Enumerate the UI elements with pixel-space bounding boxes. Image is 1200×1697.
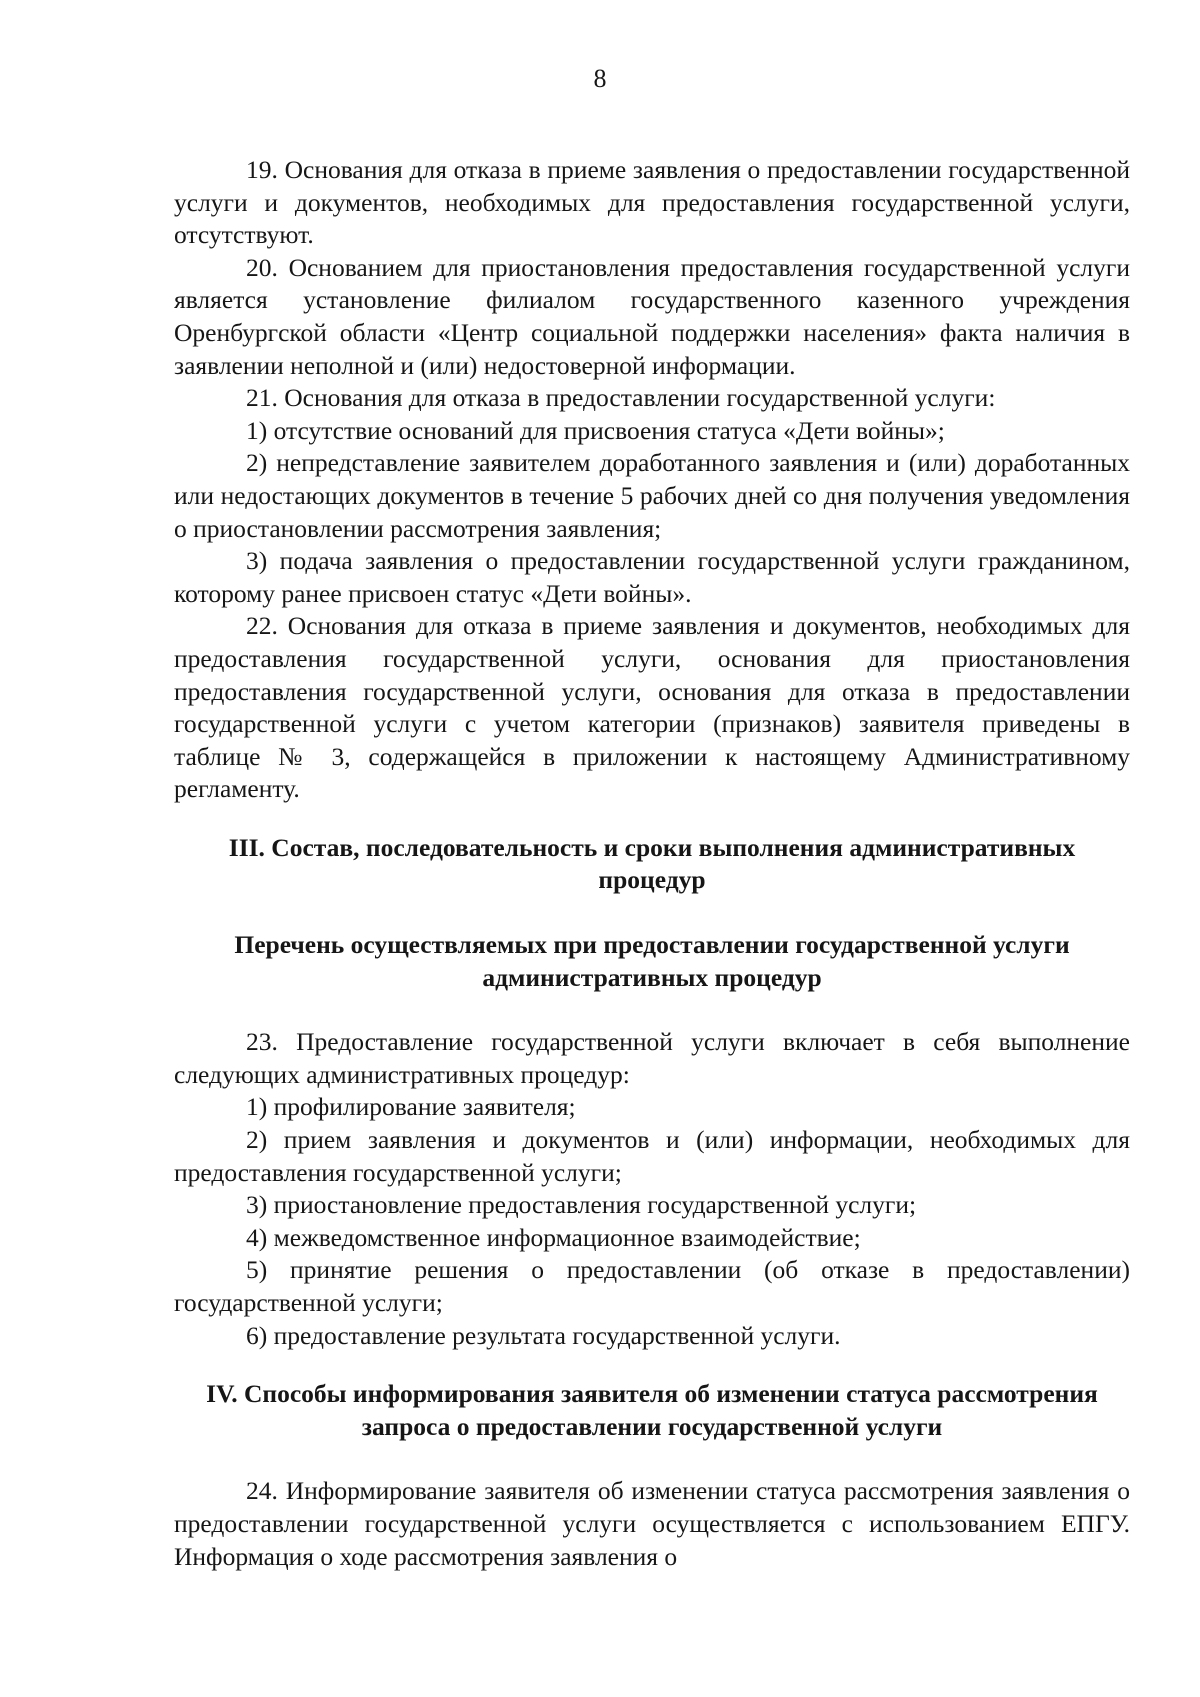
paragraph-23-item-3: 3) приостановление предоставления государственной услуги; — [246, 1190, 917, 1220]
paragraph-23-item-4: 4) межведомственное информационное взаимодействие; — [246, 1222, 861, 1252]
paragraph-24: 24. Информирование заявителя об изменении статуса рассмотрения заявления о предоставлении государственной услуги осуществляется с использованием ЕПГУ. Информация о ходе рассмотрения заявления о — [174, 1476, 1130, 1571]
paragraph-23-item-2: 2) прием заявления и документов и (или) информации, необходимых для предоставления государственной услуги; — [174, 1125, 1130, 1187]
section-3-subheading: Перечень осуществляемых при предоставлении государственной услуги административных процедур — [234, 930, 1070, 992]
document-body — [174, 154, 1130, 1573]
section-3-heading: III. Состав, последовательность и сроки выполнения административных процедур — [228, 832, 1076, 895]
paragraph-23-item-5: 5) принятие решения о предоставлении (об отказе в предоставлении) государственной услуги; — [174, 1255, 1130, 1317]
paragraph-19: 19. Основания для отказа в приеме заявления о предоставлении государственной услуги и документов, необходимых для предоставления государственной услуги, отсутствуют. — [174, 155, 1130, 250]
section-4-heading: IV. Способы информирования заявителя об изменении статуса рассмотрения запроса о предоставлении государственной услуги — [206, 1379, 1098, 1441]
paragraph-21-item-3: 3) подача заявления о предоставлении государственной услуги гражданином, которому ранее присвоен статус «Дети войны». — [174, 546, 1130, 608]
paragraph-21-item-1: 1) отсутствие оснований для присвоения статуса «Дети войны»; — [246, 415, 945, 445]
paragraph-22: 22. Основания для отказа в приеме заявления и документов, необходимых для предоставления государственной услуги, основания для приостановления предоставления государственной услуги, основания для отказа в предоставлении государственной услуги с учетом категории (признаков) заявителя приведены в таблице № 3, содержащейся в приложении к настоящему Административному регламенту. — [174, 611, 1130, 804]
paragraph-23: 23. Предоставление государственной услуги включает в себя выполнение следующих административных процедур: — [174, 1027, 1130, 1089]
paragraph-23-item-1: 1) профилирование заявителя; — [246, 1092, 576, 1122]
paragraph-20: 20. Основанием для приостановления предоставления государственной услуги является установление филиалом государственного казенного учреждения Оренбургской области «Центр социальной поддержки населения» факта наличия в заявлении неполной и (или) недостоверной информации. — [174, 252, 1130, 380]
page-number: 8 — [593, 64, 607, 93]
paragraph-21: 21. Основания для отказа в предоставлении государственной услуги: — [246, 383, 996, 413]
paragraph-23-item-6: 6) предоставление результата государственной услуги. — [246, 1320, 841, 1350]
paragraph-21-item-2: 2) непредставление заявителем доработанного заявления и (или) доработанных или недостающих документов в течение 5 рабочих дней со дня получения уведомления о приостановлении рассмотрения заявления; — [174, 448, 1130, 543]
